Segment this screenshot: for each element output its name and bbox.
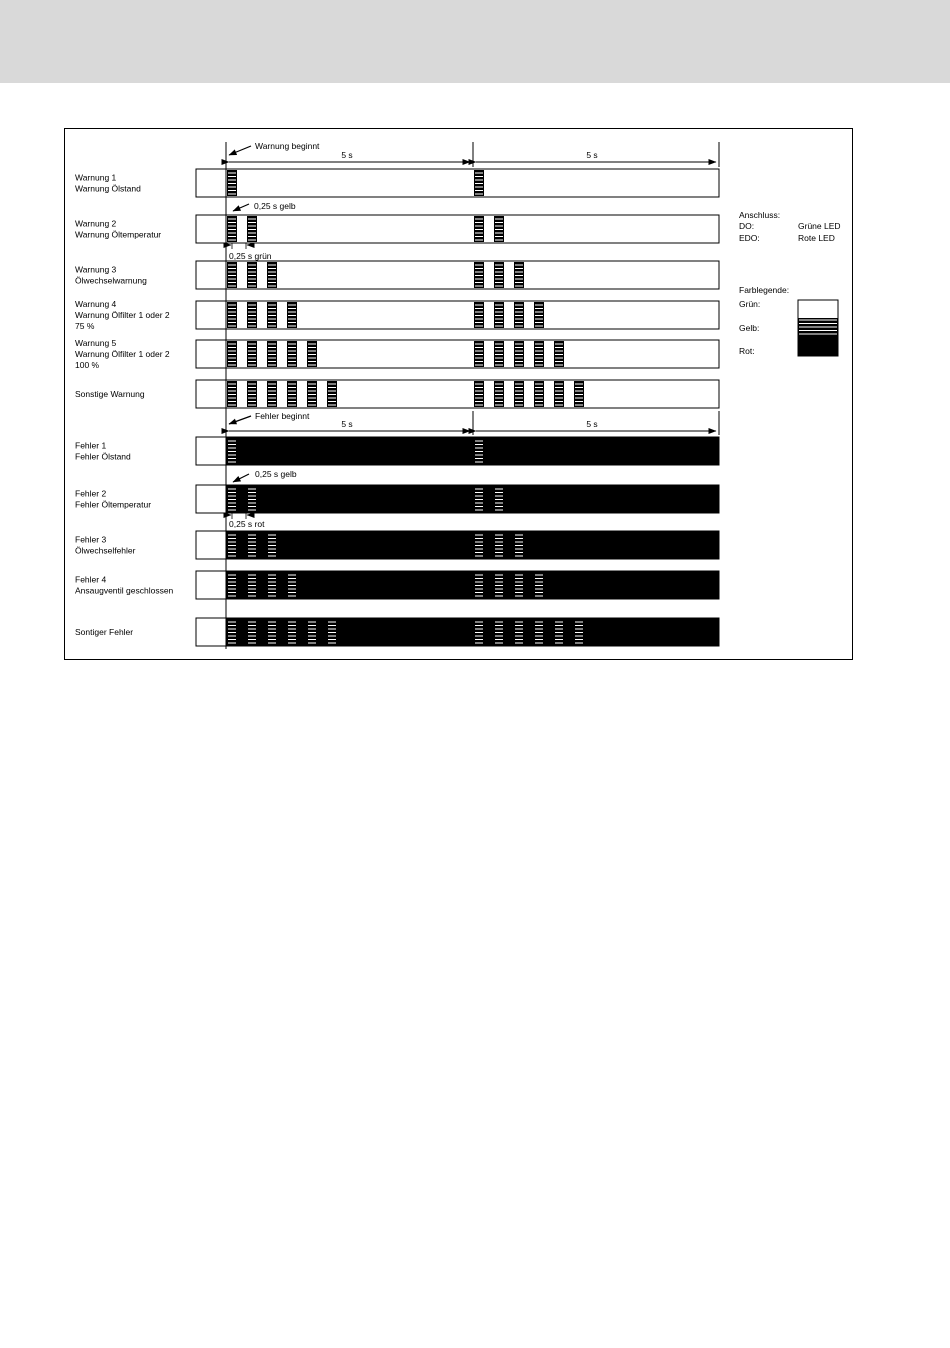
- connection-port-do: DO:: [739, 221, 755, 231]
- connection-led-green: Grüne LED: [798, 221, 841, 231]
- signal-row-5: [75, 338, 719, 370]
- page-header-band: [0, 0, 950, 83]
- row-idle-box: [196, 531, 226, 559]
- signal-rows: [75, 169, 719, 646]
- led-signal-diagram: [65, 129, 854, 661]
- row-idle-box: [196, 618, 226, 646]
- error-yellow-annotation: 0,25 s gelb: [255, 469, 297, 479]
- signal-row-4: [75, 299, 719, 331]
- row-label-line: Fehler 2: [75, 488, 107, 499]
- row-label-line: Fehler 1: [75, 440, 107, 451]
- warning-yellow-annotation: 0,25 s gelb: [254, 201, 296, 211]
- row-idle-box: [196, 437, 226, 465]
- warning-start-arrow: [229, 146, 251, 155]
- row-label-line: 75 %: [75, 321, 95, 331]
- error-yellow-arrow: [233, 474, 249, 482]
- row-green-track: [226, 215, 719, 243]
- error-interval-label-2: 5 s: [586, 419, 598, 429]
- warning-interval-label-2: 5 s: [586, 150, 598, 160]
- row-label-line: Fehler Öltemperatur: [75, 499, 152, 510]
- row-green-track: [226, 340, 719, 368]
- row-label-line: 100 %: [75, 360, 100, 370]
- connection-title: Anschluss:: [739, 210, 781, 220]
- signal-row-11: [75, 618, 719, 646]
- row-label-line: Warnung 5: [75, 338, 117, 348]
- error-interval-label-1: 5 s: [341, 419, 353, 429]
- signal-row-10: [75, 571, 719, 599]
- legend-red-swatch: [798, 337, 838, 356]
- legend-yellow-label: Gelb:: [739, 323, 760, 333]
- row-label-line: Warnung Ölfilter 1 oder 2: [75, 349, 170, 359]
- row-idle-box: [196, 169, 226, 197]
- connection-info: [739, 210, 841, 243]
- row-label-line: Warnung 1: [75, 172, 117, 183]
- warning-start-label: Warnung beginnt: [255, 141, 320, 151]
- row-label-line: Ansaugventil geschlossen: [75, 585, 174, 596]
- row-label-line: Ölwechselfehler: [75, 545, 136, 556]
- color-legend: [739, 285, 838, 356]
- connection-led-red: Rote LED: [798, 233, 835, 243]
- row-label-line: Warnung Ölstand: [75, 183, 141, 194]
- warning-green-annotation: 0,25 s grün: [229, 251, 272, 261]
- row-idle-box: [196, 261, 226, 289]
- legend-green-label: Grün:: [739, 299, 761, 309]
- signal-row-8: [75, 485, 719, 513]
- row-label-line: Sontiger Fehler: [75, 627, 134, 637]
- row-label-line: Fehler 4: [75, 574, 107, 585]
- row-green-track: [226, 169, 719, 197]
- error-start-label: Fehler beginnt: [255, 411, 310, 421]
- row-idle-box: [196, 301, 226, 329]
- signal-row-1: [75, 169, 719, 197]
- row-green-track: [226, 301, 719, 329]
- row-red-track: [226, 437, 719, 465]
- signal-row-3: [75, 261, 719, 289]
- signal-row-9: [75, 531, 719, 559]
- row-idle-box: [196, 485, 226, 513]
- signal-row-2: [75, 215, 719, 243]
- row-green-track: [226, 380, 719, 408]
- connection-port-edo: EDO:: [739, 233, 760, 243]
- error-red-annotation: 0,25 s rot: [229, 519, 265, 529]
- diagram-frame: [64, 128, 853, 660]
- row-idle-box: [196, 380, 226, 408]
- row-idle-box: [196, 571, 226, 599]
- row-red-track: [226, 571, 719, 599]
- signal-row-6: [75, 380, 719, 408]
- row-idle-box: [196, 215, 226, 243]
- legend-red-label: Rot:: [739, 346, 755, 356]
- warning-interval-label-1: 5 s: [341, 150, 353, 160]
- row-label-line: Warnung 2: [75, 218, 117, 229]
- legend-title: Farblegende:: [739, 285, 790, 295]
- error-start-arrow: [229, 416, 251, 424]
- row-red-track: [226, 618, 719, 646]
- row-label-line: Sonstige Warnung: [75, 389, 145, 399]
- row-label-line: Fehler 3: [75, 534, 107, 545]
- row-red-track: [226, 531, 719, 559]
- row-label-line: Warnung 4: [75, 299, 117, 309]
- row-label-line: Warnung 3: [75, 264, 117, 275]
- row-label-line: Warnung Ölfilter 1 oder 2: [75, 310, 170, 320]
- row-idle-box: [196, 340, 226, 368]
- warning-yellow-arrow: [233, 204, 249, 211]
- legend-green-swatch: [798, 300, 838, 318]
- row-label-line: Warnung Öltemperatur: [75, 229, 162, 240]
- row-red-track: [226, 485, 719, 513]
- row-label-line: Ölwechselwarnung: [75, 275, 147, 286]
- row-label-line: Fehler Ölstand: [75, 451, 131, 462]
- row-green-track: [226, 261, 719, 289]
- signal-row-7: [75, 437, 719, 465]
